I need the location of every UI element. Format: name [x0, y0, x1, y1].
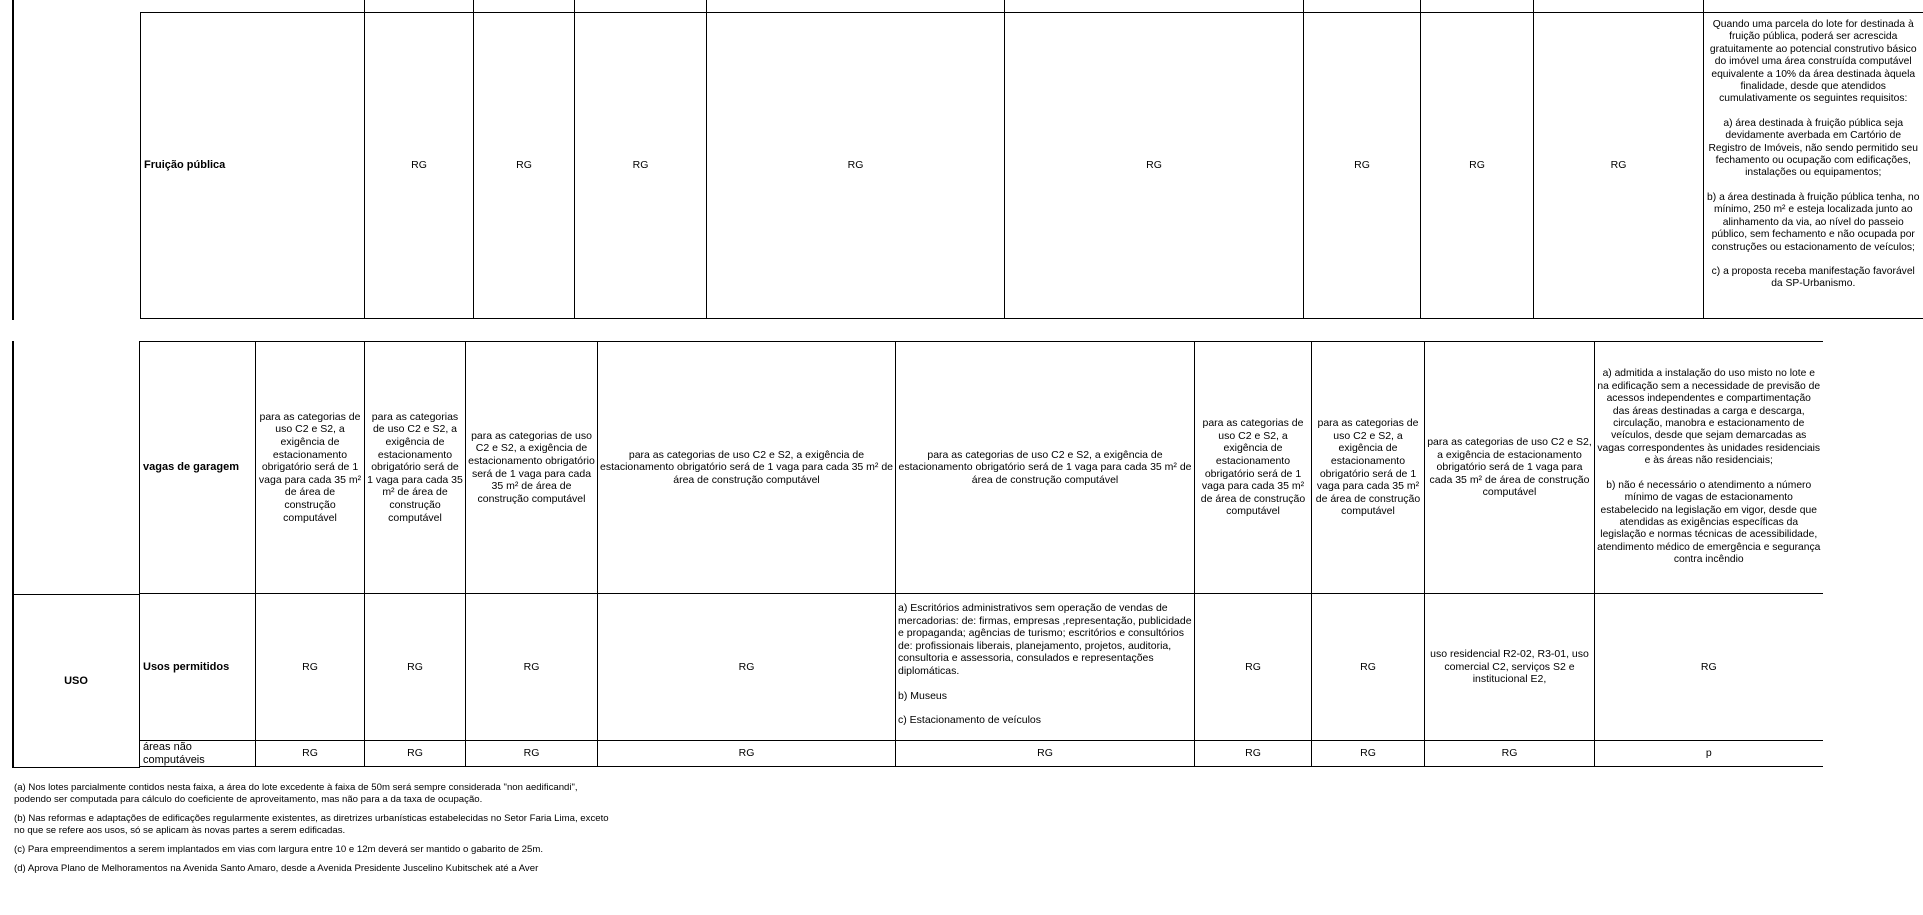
cell-fruicao-note [1704, 13, 1923, 319]
row-label-fruicao: Fruição pública [141, 13, 365, 319]
cell-fruicao-2: RG [474, 13, 575, 319]
fruicao-note-a: a) área destinada à fruição pública seja devidamente averbada em Cartório de Registro de Imóveis, não sendo permitido seu fechamento ou ocupação com edificações, instalações ou equipamentos; [1708, 117, 1918, 179]
vagas-note-a: a) admitida a instalação do uso misto no lote e na edificação sem a necessidade de previsão de acessos independentes e compartimentação das áreas destinadas a carga e descarga, circulação, manobra e estacionamento de veículos, desde que sejam demarcadas as vagas correspondentes às unidades residenciais e às áreas não residenciais; [1597, 368, 1821, 467]
cell-areas-5: RG [896, 741, 1195, 767]
cell-fruicao-3: RG [575, 13, 707, 319]
fruicao-note-b: b) a área destinada à fruição pública tenha, no mínimo, 250 m² e esteja localizada junto ao alinhamento da via, ao nível do passeio público, sem fechamento e não ocupada por construções ou estacionamento de veículos; [1707, 191, 1920, 253]
cell-vagas-1: para as categorias de uso C2 e S2, a exigência de estacionamento obrigatório será de 1 vaga para cada 35 m² de área de construção computável [256, 342, 365, 594]
cell-fruicao-7: RG [1421, 13, 1534, 319]
cell-usos-6: RG [1195, 594, 1312, 741]
cell-vagas-2: para as categorias de uso C2 e S2, a exigência de estacionamento obrigatório será de 1 vaga para cada 35 m² de área de construção computável [365, 342, 466, 594]
table-fruicao [140, 0, 1923, 319]
footnote-b: (b) Nas reformas e adaptações de edificações regularmente existentes, as diretrizes urbanísticas estabelecidas no Setor Faria Lima, exceto no que se refere aos usos, só se aplicam às novas partes a serem edificadas. [14, 813, 609, 836]
cell-usos-note: RG [1595, 594, 1823, 741]
cell-areas-2: RG [365, 741, 466, 767]
table-vagas-uso [139, 341, 1823, 767]
table-row-vagas [140, 342, 1823, 594]
cell-vagas-8: para as categorias de uso C2 e S2, a exigência de estacionamento obrigatório será de 1 vaga para cada 35 m² de área de construção computável [1425, 342, 1595, 594]
cell-usos-1: RG [256, 594, 365, 741]
cell-areas-3: RG [466, 741, 598, 767]
cell-vagas-4: para as categorias de uso C2 e S2, a exigência de estacionamento obrigatório será de 1 vaga para cada 35 m² de área de construção computável [598, 342, 896, 594]
row-label-vagas: vagas de garagem [140, 342, 256, 594]
cell-usos-7: RG [1312, 594, 1425, 741]
table-row-fruicao [141, 13, 1923, 319]
table-row-usos [140, 594, 1823, 741]
vagas-note-b: b) não é necessário o atendimento a número mínimo de vagas de estacionamento estabelecido na legislação em vigor, desde que atendidas as exigências específicas da legislação e normas técnicas de acessibilidade, atendimento médico de emergência e segurança contra incêndio [1597, 479, 1821, 566]
fruicao-note-c: c) a proposta receba manifestação favorável da SP-Urbanismo. [1711, 265, 1915, 290]
footnote-a: (a) Nos lotes parcialmente contidos nesta faixa, a área do lote excedente à faixa de 50m será sempre considerada "non aedificandi", podendo ser computada para cálculo do coeficiente de aproveitamento, mas não para a da taxa de ocupação. [14, 782, 578, 805]
fruicao-note-intro: Quando uma parcela do lote for destinada à fruição pública, poderá ser acrescida gratuitamente ao potencial construtivo básico do imóvel uma área construída computável equivalente a 10% da área destinada àquela finalidade, desde que atendidos cumulativamente os seguintes requisitos: [1709, 19, 1917, 105]
cell-vagas-6: para as categorias de uso C2 e S2, a exigência de estacionamento obrigatório será de 1 vaga para cada 35 m² de área de construção computável [1195, 342, 1312, 594]
cell-areas-8: RG [1425, 741, 1595, 767]
uso-group-label: USO [12, 594, 140, 768]
usos-col5-b: b) Museus [898, 689, 948, 702]
cell-usos-4: RG [598, 594, 896, 741]
footnote-c: (c) Para empreendimentos a serem implantados em vias com largura entre 10 e 12m deverá ser mantido o gabarito de 25m. [14, 844, 543, 856]
cell-vagas-note [1595, 342, 1823, 594]
cell-areas-1: RG [256, 741, 365, 767]
cell-areas-6: RG [1195, 741, 1312, 767]
row-label-usos: Usos permitidos [140, 594, 256, 741]
footnote-d: (d) Aprova Plano de Melhoramentos na Avenida Santo Amaro, desde a Avenida Presidente Juscelino Kubitschek até a Aver [14, 863, 539, 875]
cell-vagas-7: para as categorias de uso C2 e S2, a exigência de estacionamento obrigatório será de 1 vaga para cada 35 m² de área de construção computável [1312, 342, 1425, 594]
cell-fruicao-1: RG [365, 13, 474, 319]
cell-fruicao-5: RG [1005, 13, 1304, 319]
cell-areas-7: RG [1312, 741, 1425, 767]
cell-areas-4: RG [598, 741, 896, 767]
cell-vagas-3: para as categorias de uso C2 e S2, a exigência de estacionamento obrigatório será de 1 vaga para cada 35 m² de área de construção computável [466, 342, 598, 594]
cell-vagas-5: para as categorias de uso C2 e S2, a exigência de estacionamento obrigatório será de 1 vaga para cada 35 m² de área de construção computável [896, 342, 1195, 594]
cell-usos-2: RG [365, 594, 466, 741]
usos-col5-c: c) Estacionamento de veículos [898, 714, 1041, 727]
outer-left-border-top [12, 0, 14, 320]
cell-usos-5 [896, 594, 1195, 741]
row-label-areas: áreas não computáveis [140, 741, 256, 767]
usos-col5-a: a) Escritórios administrativos sem operação de vendas de mercadorias: de: firmas, empresas ,representação, publicidade e propaganda; agências de turismo; escritórios e consultórios de: profissionais liberais, planejamento, projetos, auditoria, consultoria e assessoria, consulados e representações diplomáticas. [898, 602, 1192, 677]
footnotes [14, 782, 614, 883]
cell-usos-3: RG [466, 594, 598, 741]
table-row-areas [140, 741, 1823, 767]
cell-fruicao-6: RG [1304, 13, 1421, 319]
table-row-partial-top [141, 0, 1923, 13]
cell-fruicao-4: RG [707, 13, 1005, 319]
cell-usos-8: uso residencial R2-02, R3-01, uso comercial C2, serviços S2 e institucional E2, [1425, 594, 1595, 741]
cell-areas-note: p [1595, 741, 1823, 767]
cell-fruicao-8: RG [1534, 13, 1704, 319]
